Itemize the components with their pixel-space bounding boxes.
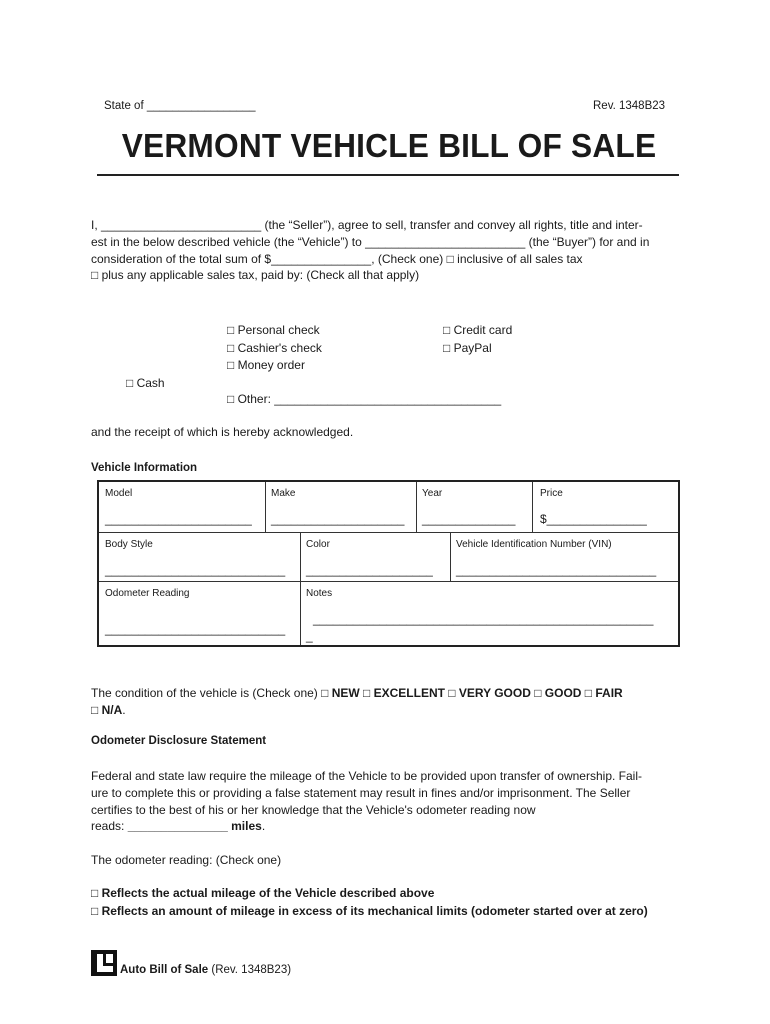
table-col-divider: [265, 482, 266, 532]
revision-number: Rev. 1348B23: [593, 100, 666, 112]
notes-field-continued[interactable]: _: [306, 629, 313, 643]
notes-label: Notes: [306, 588, 333, 599]
odometer-disclosure-paragraph: [91, 768, 681, 835]
odometer-reading-label: Odometer Reading: [105, 588, 190, 599]
reads-label: reads:: [91, 819, 128, 834]
table-col-divider: [450, 532, 451, 581]
paypal-checkbox[interactable]: □ PayPal: [443, 341, 492, 355]
table-col-divider: [532, 482, 533, 532]
vin-field[interactable]: ______________________________: [456, 563, 657, 577]
money-order-checkbox[interactable]: □ Money order: [227, 358, 305, 372]
footer-form-label: [120, 964, 291, 976]
intro-paragraph: [91, 217, 681, 284]
intro-line-1[interactable]: I, ________________________ (the “Seller”), agree to sell, transfer and convey all rights, title and inter-: [91, 218, 643, 232]
condition-na-checkbox[interactable]: □ N/A: [91, 703, 123, 717]
year-field[interactable]: ______________: [422, 512, 516, 526]
model-label: Model: [105, 488, 133, 499]
price-field[interactable]: $_______________: [540, 512, 647, 526]
condition-period: .: [122, 703, 126, 717]
condition-options[interactable]: □ NEW □ EXCELLENT □ VERY GOOD □ GOOD □ FAIR: [321, 686, 623, 700]
receipt-acknowledgement: and the receipt of which is hereby acknowledged.: [91, 425, 354, 439]
condition-line: [91, 686, 623, 700]
color-label: Color: [306, 539, 330, 550]
odometer-line-2: ure to complete this or providing a false statement may result in fines and/or imprisonment. The Seller: [91, 785, 631, 800]
make-field[interactable]: ____________________: [271, 512, 405, 526]
credit-card-checkbox[interactable]: □ Credit card: [443, 323, 513, 337]
vehicle-info-heading: Vehicle Information: [91, 462, 198, 474]
condition-prompt: The condition of the vehicle is (Check one): [91, 686, 322, 700]
other-payment-checkbox[interactable]: □ Other: __________________________________: [227, 392, 502, 406]
price-label: Price: [540, 488, 563, 499]
intro-line-2[interactable]: est in the below described vehicle (the “Vehicle”) to ________________________ (the “Buyer”) for and in: [91, 234, 650, 249]
odometer-line-3: certifies to the best of his or her knowledge that the Vehicle's odometer reading now: [91, 802, 536, 817]
table-row-divider: [99, 532, 678, 533]
year-label: Year: [422, 488, 443, 499]
document-title: VERMONT VEHICLE BILL OF SALE: [121, 127, 657, 164]
model-field[interactable]: ______________________: [105, 512, 252, 526]
vin-label: Vehicle Identification Number (VIN): [456, 539, 612, 550]
table-row-divider: [99, 581, 678, 582]
footer-revision: (Rev. 1348B23): [208, 964, 292, 976]
reads-period: .: [261, 819, 266, 834]
body-style-label: Body Style: [105, 539, 153, 550]
title-divider: [97, 174, 679, 176]
color-field[interactable]: ___________________: [306, 563, 433, 577]
miles-field[interactable]: _______________ miles: [127, 819, 262, 834]
cashiers-check-checkbox[interactable]: □ Cashier's check: [227, 341, 322, 355]
brand-logo: [91, 950, 117, 976]
intro-line-4[interactable]: □ plus any applicable sales tax, paid by: (Check all that apply): [91, 268, 420, 283]
odometer-disclosure-heading: Odometer Disclosure Statement: [91, 735, 267, 747]
odometer-reads-line: [91, 818, 681, 835]
actual-mileage-checkbox[interactable]: □ Reflects the actual mileage of the Vehicle described above: [91, 886, 435, 900]
personal-check-checkbox[interactable]: □ Personal check: [227, 323, 320, 337]
table-col-divider: [300, 532, 301, 645]
footer-form-name: Auto Bill of Sale: [120, 964, 209, 976]
odometer-reading-field[interactable]: ___________________________: [105, 622, 286, 636]
cash-checkbox[interactable]: □ Cash: [126, 376, 165, 390]
odometer-line-1: Federal and state law require the mileage of the Vehicle to be provided upon transfer of ownership. Fail-: [91, 769, 642, 783]
intro-line-3[interactable]: consideration of the total sum of $_______________, (Check one) □ inclusive of all sales tax: [91, 251, 583, 266]
condition-na-line: [91, 703, 126, 717]
excess-mileage-checkbox[interactable]: □ Reflects an amount of mileage in excess of its mechanical limits (odometer started over at zero): [91, 904, 648, 918]
state-field[interactable]: State of _________________: [104, 100, 256, 112]
make-label: Make: [271, 488, 296, 499]
body-style-field[interactable]: ___________________________: [105, 563, 286, 577]
table-col-divider: [416, 482, 417, 532]
vehicle-info-table: [97, 480, 680, 647]
odometer-check-prompt: The odometer reading: (Check one): [91, 853, 282, 867]
notes-field[interactable]: ___________________________________________________: [313, 612, 654, 626]
